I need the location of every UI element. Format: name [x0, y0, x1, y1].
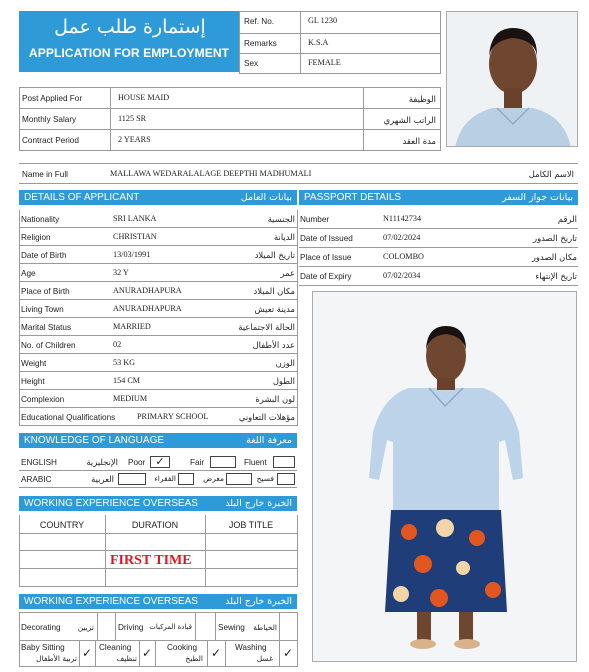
passport-title: PASSPORT DETAILS [304, 192, 402, 203]
cleaning-check[interactable]: ✓ [141, 646, 153, 660]
applicant-field-label: Age [21, 269, 36, 278]
sex-value: FEMALE [308, 58, 341, 67]
applicant-field-value: ANURADHAPURA [113, 304, 182, 313]
applicant-field-label: Date of Birth [21, 251, 67, 260]
applicant-field-value: CHRISTIAN [113, 232, 157, 241]
applicant-row [19, 300, 297, 318]
applicant-field-label: No. of Children [21, 341, 76, 350]
arabic-poor-checkbox[interactable] [118, 473, 146, 485]
language-section-header [19, 433, 297, 448]
english-label: ENGLISH [21, 458, 57, 467]
applicant-field-value: PRIMARY SCHOOL [137, 412, 209, 421]
passport-title-arabic: بيانات جواز السفر [502, 192, 573, 203]
english-fair-checkbox[interactable] [210, 456, 236, 468]
passport-field-label: Place of Issue [300, 253, 352, 262]
driving-arabic: قيادة المركبات [149, 623, 192, 631]
passport-field-arabic: مكان الصدور [531, 252, 577, 262]
applicant-field-label: Marital Status [21, 323, 72, 332]
decorating-label: Decorating [21, 623, 61, 632]
passport-field-label: Date of Expiry [300, 272, 352, 281]
language-title-arabic: معرفة اللغة [246, 435, 292, 446]
salary-label: Monthly Salary [22, 115, 77, 124]
skills-title-arabic: الخبرة خارج البلد [225, 596, 292, 607]
passport-row [299, 267, 578, 286]
cooking-label: Cooking [167, 643, 198, 652]
salary-arabic: الراتب الشهري [383, 115, 436, 125]
full-body-photo [312, 291, 577, 662]
applicant-row [19, 264, 297, 282]
ref-value: GL 1230 [308, 16, 338, 25]
english-fluent-checkbox[interactable] [273, 456, 295, 468]
applicant-field-arabic: عدد الأطفال [252, 340, 295, 350]
applicant-field-value: ANURADHAPURA [113, 286, 182, 295]
washing-arabic: غسل [256, 654, 273, 663]
applicant-row [19, 408, 297, 426]
driving-label: Driving [118, 623, 144, 632]
applicant-field-arabic: مكان الميلاد [253, 286, 295, 296]
applicant-field-label: Weight [21, 359, 47, 368]
contract-label: Contract Period [22, 136, 79, 145]
passport-row [299, 210, 578, 229]
applicant-field-value: MEDIUM [113, 394, 148, 403]
passport-field-arabic: تاريخ الإنتهاء [535, 271, 577, 281]
name-label: Name in Full [22, 170, 68, 179]
washing-label: Washing [235, 643, 267, 652]
applicant-field-arabic: الحالة الاجتماعية [238, 322, 295, 332]
remarks-value: K.S.A [308, 38, 329, 47]
baby-sitting-label: Baby Sitting [21, 643, 65, 652]
contract-value: 2 YEARS [118, 135, 151, 144]
applicant-row [19, 372, 297, 390]
baby-sitting-arabic: تربية الأطفال [36, 654, 77, 663]
title-english: APPLICATION FOR EMPLOYMENT [28, 46, 230, 60]
post-value: HOUSE MAID [118, 93, 170, 102]
fair-label: Fair [190, 458, 205, 467]
applicant-field-arabic: عمر [280, 268, 295, 278]
applicant-field-label: Nationality [21, 215, 60, 224]
applicant-row [19, 336, 297, 354]
arabic-fair-checkbox[interactable] [178, 473, 194, 485]
cleaning-arabic: تنظيف [116, 654, 137, 663]
name-arabic: الاسم الكامل [528, 169, 574, 179]
sewing-arabic: الخياطة [253, 623, 277, 632]
applicant-field-label: Religion [21, 233, 51, 242]
skills-title: WORKING EXPERIENCE OVERSEAS [24, 596, 198, 607]
first-time-note: FIRST TIME [110, 553, 192, 568]
applicant-row [19, 228, 297, 246]
passport-field-arabic: تاريخ الصدور [533, 233, 577, 243]
applicant-field-arabic: مدينة تعيش [254, 304, 295, 314]
passport-row [299, 229, 578, 248]
baby-sitting-check[interactable]: ✓ [81, 646, 93, 660]
post-label: Post Applied For [22, 94, 83, 103]
english-arabic: الإنجليزية [86, 457, 118, 467]
fair-arabic: معرض [203, 474, 224, 483]
experience-section-header [19, 496, 297, 511]
experience-title-arabic: الخبرة خارج البلد [225, 498, 292, 509]
applicant-field-value: 32 Y [113, 268, 129, 277]
applicant-title: DETAILS OF APPLICANT [24, 192, 140, 203]
applicant-field-label: Height [21, 377, 45, 386]
english-poor-checkbox[interactable]: ✓ [150, 456, 170, 468]
applicant-field-value: 53 KG [113, 358, 136, 367]
passport-field-value: 07/02/2024 [383, 233, 421, 242]
experience-title: WORKING EXPERIENCE OVERSEAS [24, 498, 198, 509]
post-arabic: الوظيفة [408, 94, 436, 104]
passport-field-value: N11142734 [383, 214, 422, 223]
poor-arabic: الفقراء [154, 474, 176, 483]
applicant-field-value: 13/03/1991 [113, 250, 151, 259]
arabic-extra-checkbox[interactable] [277, 473, 295, 485]
applicant-row [19, 210, 297, 228]
decorating-arabic: تزيين [77, 623, 94, 632]
skills-section-header [19, 594, 297, 609]
applicant-row [19, 354, 297, 372]
applicant-field-label: Complexion [21, 395, 65, 404]
passport-field-label: Date of Issued [300, 234, 353, 243]
passport-field-value: 07/02/2034 [383, 271, 421, 280]
applicant-field-label: Living Town [21, 305, 64, 314]
fluent-arabic: فسيح [256, 474, 274, 483]
sex-label: Sex [244, 59, 259, 68]
passport-field-value: COLOMBO [383, 252, 424, 261]
passport-field-arabic: الرقم [557, 214, 577, 224]
applicant-field-arabic: الجنسية [267, 214, 295, 224]
applicant-field-label: Place of Birth [21, 287, 70, 296]
contract-arabic: مدة العقد [402, 136, 436, 146]
cleaning-label: Cleaning [99, 643, 132, 652]
applicant-field-arabic: مؤهلات التعاوني [238, 412, 295, 422]
col-country: COUNTRY [39, 520, 85, 530]
applicant-field-arabic: الديانة [274, 232, 295, 242]
arabic-label: ARABIC [21, 475, 52, 484]
applicant-title-arabic: بيانات العامل [240, 192, 292, 203]
applicant-field-arabic: الوزن [275, 358, 295, 368]
passport-section-header [299, 190, 578, 205]
applicant-section-header [19, 190, 297, 205]
applicant-field-value: SRI LANKA [113, 214, 157, 223]
applicant-field-arabic: لون البشرة [255, 394, 295, 404]
applicant-row [19, 246, 297, 264]
name-value: MALLAWA WEDARALALAGE DEEPTHI MADHUMALI [110, 169, 312, 178]
col-job-title: JOB TITLE [228, 520, 274, 530]
headshot-photo [446, 11, 578, 147]
cooking-arabic: الطبخ [185, 654, 203, 663]
poor-label: Poor [128, 458, 146, 467]
applicant-row [19, 282, 297, 300]
col-duration: DURATION [131, 520, 179, 530]
arabic-arabic: العربية [91, 474, 114, 484]
applicant-field-arabic: تاريخ الميلاد [254, 250, 295, 260]
applicant-field-value: MARRIED [113, 322, 151, 331]
title-arabic: إستمارة طلب عمل [54, 16, 206, 38]
applicant-field-value: 154 CM [113, 376, 141, 385]
arabic-fluent-checkbox[interactable] [226, 473, 252, 485]
washing-check[interactable]: ✓ [282, 646, 294, 660]
cooking-check[interactable]: ✓ [210, 646, 222, 660]
applicant-row [19, 390, 297, 408]
passport-field-label: Number [300, 215, 330, 224]
passport-row [299, 248, 578, 267]
applicant-field-arabic: الطول [272, 376, 295, 386]
applicant-field-label: Educational Qualifications [21, 413, 116, 422]
applicant-field-value: 02 [113, 340, 122, 349]
fluent-label: Fluent [244, 458, 267, 467]
ref-label: Ref. No. [244, 17, 275, 26]
sewing-label: Sewing [218, 623, 245, 632]
applicant-row [19, 318, 297, 336]
language-title: KNOWLEDGE OF LANGUAGE [24, 435, 165, 446]
remarks-label: Remarks [244, 39, 277, 48]
salary-value: 1125 SR [118, 114, 147, 123]
